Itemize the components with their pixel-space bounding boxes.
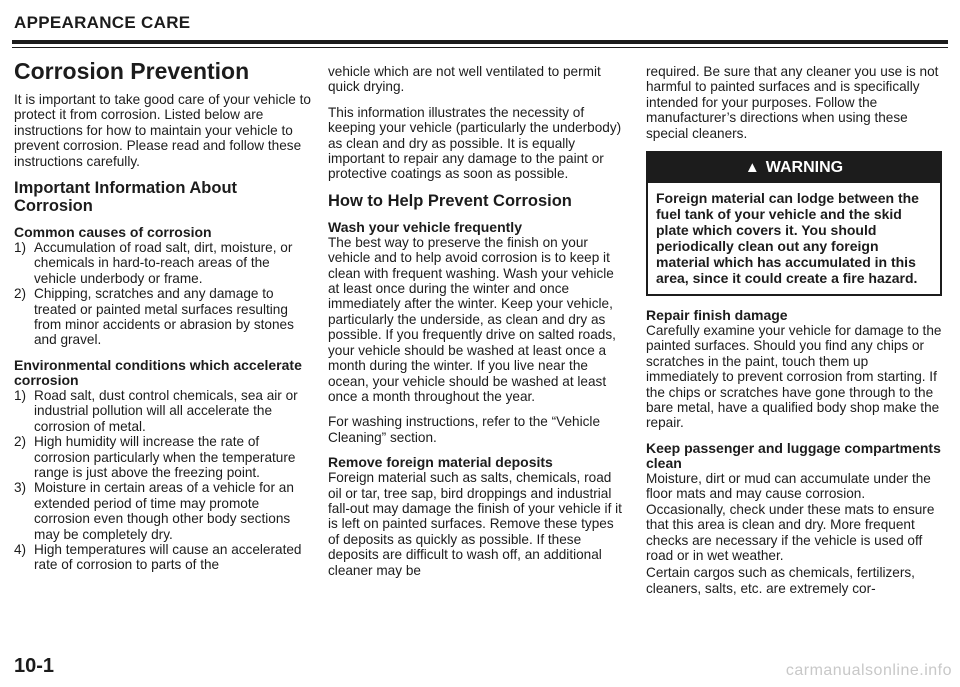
warning-box <box>646 151 942 296</box>
list-text: High temperatures will cause an accelerated rate of corrosion to parts of the <box>34 541 302 573</box>
list-item <box>14 480 312 542</box>
list-text: Chipping, scratches and any damage to treated or painted metal surfaces resulting from minor accidents or abrasion by stones and gravel. <box>34 286 294 348</box>
page-number: 10-1 <box>14 655 55 677</box>
repair-paragraph: Carefully examine your vehicle for damage to the painted surfaces. Should you find any chips or scratches in the paint, touch them up immediately to prevent corrosion from starting. If the chips or scratches have gone through to the bare metal, have a qualified body shop make the repair. <box>646 323 942 431</box>
continued-paragraph: vehicle which are not well ventilated to permit quick drying. <box>328 64 601 95</box>
list-text: High humidity will increase the rate of corrosion particularly when the temperature range is just above the freezing point. <box>34 434 296 480</box>
causes-heading: Common causes of corrosion <box>14 224 212 241</box>
column-1 <box>14 58 312 583</box>
remove-paragraph: Foreign material such as salts, chemicals, road oil or tar, tree sap, bird droppings and industrial fall-out may damage the finish of your vehicle if it is left on painted surfaces. Remove these types of deposits as quickly as possible. If these deposits are difficult to wash off, an additional cleaner may be <box>328 470 622 578</box>
wash-paragraph: The best way to preserve the finish on your vehicle and to help avoid corrosion is to keep it clean with frequent washing. Wash your vehicle at least once during the winter and once immediately after the winter. Keep your vehicle, particularly the underside, as clean and dry as possible. If you frequently drive on salted roads, your vehicle should be washed at least once a month during the winter. If you live near the ocean, your vehicle should be washed at least once a month throughout the year. <box>328 234 616 404</box>
watermark: carmanualsonline.info <box>785 662 952 679</box>
keep-clean-heading: Keep passenger and luggage compartments clean <box>646 439 941 471</box>
remove-heading: Remove foreign material deposits <box>328 454 553 471</box>
list-number: 1) <box>14 387 27 403</box>
list-number: 4) <box>14 541 27 557</box>
list-item <box>14 388 312 434</box>
continued-paragraph: required. Be sure that any cleaner you use is not harmful to painted surfaces and is specifically intended for your purposes. Follow the manufacturer’s directions when using these special cleaners. <box>646 64 939 141</box>
list-number: 1) <box>14 240 27 256</box>
list-number: 2) <box>14 434 27 450</box>
necessity-paragraph: This information illustrates the necessity of keeping your vehicle (particularly the underbody) as clean and dry as possible. It is equally important to repair any damage to the paint or protective coatings as soon as possible. <box>328 104 622 182</box>
wash-heading: Wash your vehicle frequently <box>328 218 522 235</box>
list-item <box>14 286 312 348</box>
list-text: Road salt, dust control chemicals, sea air or industrial pollution will all accelerate the corrosion of metal. <box>34 387 298 434</box>
cargo-paragraph: Certain cargos such as chemicals, fertilizers, cleaners, salts, etc. are extremely cor- <box>646 565 915 596</box>
warning-text: Foreign material can lodge between the fuel tank of your vehicle and the skid plate which covers it. You should periodically clean out any foreign material which has accumulated in this area, since it could create a fire hazard. <box>656 190 919 287</box>
list-text: Accumulation of road salt, dirt, moisture, or chemicals in hard-to-reach areas of the vehicle underbody or frame. <box>34 240 293 286</box>
wash-reference: For washing instructions, refer to the “Vehicle Cleaning” section. <box>328 414 601 445</box>
list-item <box>14 240 312 286</box>
column-2 <box>328 64 628 588</box>
list-number: 2) <box>14 286 27 302</box>
intro-paragraph: It is important to take good care of your vehicle to protect it from corrosion. Listed below are instructions for how to maintain your vehicle to prevent corrosion. Please read and follow these instructions carefully. <box>14 92 311 169</box>
page-title: Corrosion Prevention <box>14 58 250 84</box>
section-title-prevent: How to Help Prevent Corrosion <box>328 191 572 210</box>
causes-list <box>14 240 312 348</box>
repair-heading: Repair finish damage <box>646 307 788 324</box>
environment-list <box>14 388 312 573</box>
section-title-important-info: Important Information About Corrosion <box>14 179 238 216</box>
header-rule-thin <box>12 47 948 48</box>
list-item <box>14 434 312 480</box>
page-header: APPEARANCE CARE <box>14 13 191 32</box>
list-item <box>14 542 312 573</box>
warning-triangle-icon: ▲ <box>744 159 760 177</box>
warning-label: WARNING <box>765 159 844 177</box>
list-number: 3) <box>14 480 27 496</box>
column-3 <box>646 64 942 606</box>
environment-heading: Environmental conditions which accelerate corrosion <box>14 356 302 388</box>
list-text: Moisture in certain areas of a vehicle for an extended period of time may promote corrosion even though other body sections may be completely dry. <box>34 480 294 542</box>
keep-clean-paragraph: Moisture, dirt or mud can accumulate under the floor mats and may cause corrosion. Occasionally, check under these mats to ensure that this area is clean and dry. More frequent checks are necessary if the vehicle is used off road or in wet weather. <box>646 470 935 563</box>
header-rule-thick <box>12 40 948 44</box>
warning-header <box>648 153 940 183</box>
